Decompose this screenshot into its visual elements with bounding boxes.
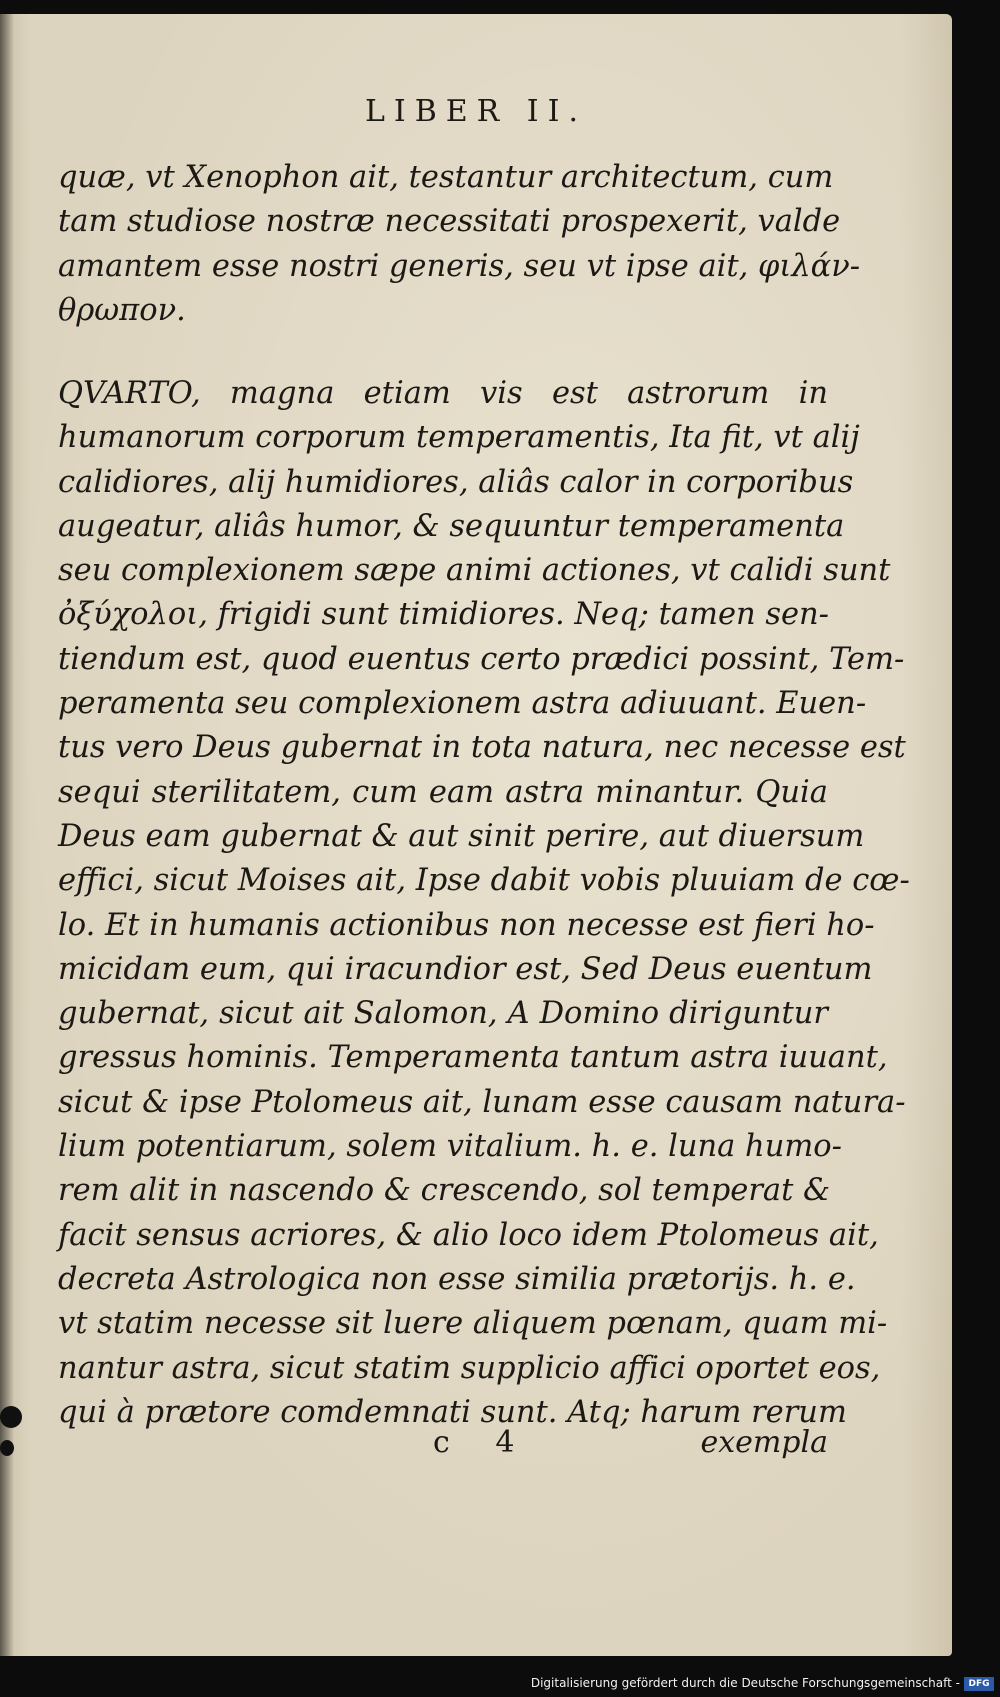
margin-dot-icon xyxy=(0,1440,14,1456)
text-line: tam studiose nostræ necessitati prospexerit, valde xyxy=(58,204,841,240)
page-foot xyxy=(58,1425,828,1469)
text-line: qui à prætore comdemnati sunt. Atq; harum rerum xyxy=(58,1394,847,1430)
running-head: LIBER II. xyxy=(364,94,588,129)
text-line: calidiores, alij humidiores, aliâs calor in corporibus xyxy=(58,464,854,500)
text-line: facit sensus acriores, & alio loco idem Ptolomeus ait, xyxy=(58,1217,879,1253)
text-line: ὀξύχολοι, frigidi sunt timidiores. Neq; tamen sen- xyxy=(58,597,829,633)
text-line: vt statim necesse sit luere aliquem pœnam, quam mi- xyxy=(58,1306,888,1342)
text-line: peramenta seu complexionem astra adiuuant. Euen- xyxy=(58,686,867,722)
footer-credit: Digitalisierung gefördert durch die Deutsche Forschungsgemeinschaft - xyxy=(530,1676,960,1690)
digitization-footer xyxy=(0,1667,1000,1697)
text-line: tiendum est, quod euentus certo prædici possint, Tem- xyxy=(58,641,905,677)
text-line: gubernat, sicut ait Salomon, A Domino diriguntur xyxy=(58,996,828,1032)
text-line: nantur astra, sicut statim supplicio affici oportet eos, xyxy=(58,1350,881,1386)
text-line: QVARTO, magna etiam vis est astrorum in xyxy=(58,376,828,411)
margin-dot-icon xyxy=(0,1406,22,1428)
text-line: gressus hominis. Temperamenta tantum astra iuuant, xyxy=(58,1040,888,1076)
text-line: humanorum corporum temperamentis, Ita fit, vt alij xyxy=(58,420,860,456)
text-line: rem alit in nascendo & crescendo, sol temperat & xyxy=(58,1173,831,1209)
text-line: seu complexionem sæpe animi actiones, vt calidi sunt xyxy=(58,553,891,589)
text-line: effici, sicut Moises ait, Ipse dabit vobis pluuiam de cœ- xyxy=(58,863,910,899)
text-line: micidam eum, qui iracundior est, Sed Deus euentum xyxy=(58,951,873,987)
text-line: lo. Et in humanis actionibus non necesse est fieri ho- xyxy=(58,907,875,943)
text-line: sequi sterilitatem, cum eam astra minantur. Quia xyxy=(58,774,828,810)
catchword: exempla xyxy=(700,1425,828,1460)
text-line: decreta Astrologica non esse similia prætorijs. h. e. xyxy=(58,1261,856,1297)
dfg-logo: DFG xyxy=(964,1677,994,1691)
text-line: θρωπον. xyxy=(58,292,186,328)
text-line: sicut & ipse Ptolomeus ait, lunam esse causam natura- xyxy=(58,1084,906,1120)
text-line: Deus eam gubernat & aut sinit perire, aut diuersum xyxy=(58,818,865,854)
text-line: lium potentiarum, solem vitalium. h. e. luna humo- xyxy=(58,1129,842,1165)
paragraph-2 xyxy=(58,372,910,1435)
signature-mark: c 4 xyxy=(433,1425,533,1460)
paragraph-1 xyxy=(58,156,861,333)
text-line: tus vero Deus gubernat in tota natura, nec necesse est xyxy=(58,730,906,766)
text-line: augeatur, aliâs humor, & sequuntur temperamenta xyxy=(58,508,845,544)
text-line: amantem esse nostri generis, seu vt ipse ait, φιλάν- xyxy=(58,248,861,284)
text-line: quæ, vt Xenophon ait, testantur architectum, cum xyxy=(58,160,834,195)
